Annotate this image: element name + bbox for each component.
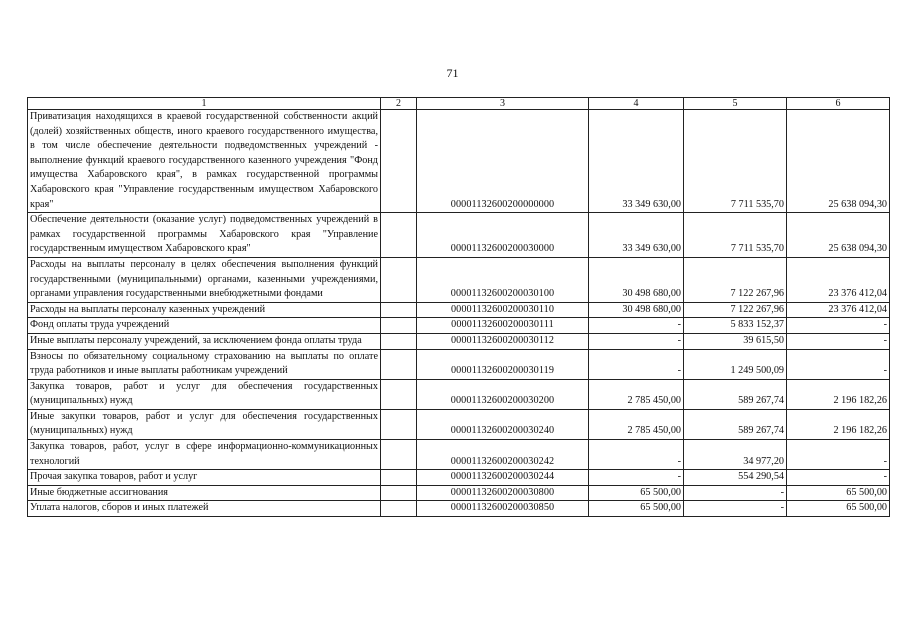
table-row [28, 379, 890, 409]
table-row [28, 213, 890, 258]
row-executed-amount: 39 615,50 [684, 333, 787, 349]
row-code: 00001132600200030800 [417, 485, 589, 501]
row-remaining-amount: 65 500,00 [787, 485, 890, 501]
column-header: 6 [787, 98, 890, 110]
row-remaining-amount: - [787, 333, 890, 349]
table-row [28, 110, 890, 213]
row-executed-amount: 554 290,54 [684, 470, 787, 486]
row-remaining-amount: - [787, 318, 890, 334]
row-code: 00001132600200030850 [417, 501, 589, 517]
row-code: 00001132600200030100 [417, 257, 589, 302]
row-planned-amount: 2 785 450,00 [589, 409, 684, 439]
row-col2 [381, 302, 417, 318]
row-col2 [381, 333, 417, 349]
row-remaining-amount: 23 376 412,04 [787, 302, 890, 318]
row-executed-amount: 5 833 152,37 [684, 318, 787, 334]
row-description: Прочая закупка товаров, работ и услуг [28, 470, 381, 486]
table-row [28, 349, 890, 379]
row-planned-amount: - [589, 470, 684, 486]
row-col2 [381, 379, 417, 409]
row-description: Взносы по обязательному социальному страхованию на выплаты по оплате труда работников и иные выплаты работникам учреждений [28, 349, 381, 379]
row-code: 00001132600200030112 [417, 333, 589, 349]
row-description: Иные выплаты персоналу учреждений, за исключением фонда оплаты труда [28, 333, 381, 349]
row-remaining-amount: - [787, 440, 890, 470]
row-planned-amount: 30 498 680,00 [589, 302, 684, 318]
row-remaining-amount: 2 196 182,26 [787, 409, 890, 439]
row-col2 [381, 440, 417, 470]
row-planned-amount: 33 349 630,00 [589, 110, 684, 213]
row-code: 00001132600200000000 [417, 110, 589, 213]
row-planned-amount: - [589, 318, 684, 334]
row-remaining-amount: - [787, 349, 890, 379]
row-planned-amount: 2 785 450,00 [589, 379, 684, 409]
row-executed-amount: 589 267,74 [684, 379, 787, 409]
table-row [28, 470, 890, 486]
row-col2 [381, 213, 417, 258]
row-remaining-amount: 25 638 094,30 [787, 110, 890, 213]
row-col2 [381, 470, 417, 486]
row-executed-amount: 34 977,20 [684, 440, 787, 470]
row-executed-amount: 1 249 500,09 [684, 349, 787, 379]
row-col2 [381, 318, 417, 334]
table-row [28, 333, 890, 349]
row-col2 [381, 257, 417, 302]
column-header: 2 [381, 98, 417, 110]
table-row [28, 409, 890, 439]
row-planned-amount: 65 500,00 [589, 501, 684, 517]
row-executed-amount: 7 711 535,70 [684, 213, 787, 258]
row-col2 [381, 110, 417, 213]
row-remaining-amount: 2 196 182,26 [787, 379, 890, 409]
row-executed-amount: 7 711 535,70 [684, 110, 787, 213]
table-row [28, 302, 890, 318]
row-code: 00001132600200030200 [417, 379, 589, 409]
row-description: Иные бюджетные ассигнования [28, 485, 381, 501]
table-row [28, 318, 890, 334]
row-planned-amount: - [589, 349, 684, 379]
table-row [28, 440, 890, 470]
row-description: Расходы на выплаты персоналу казенных учреждений [28, 302, 381, 318]
row-code: 00001132600200030110 [417, 302, 589, 318]
row-executed-amount: - [684, 485, 787, 501]
budget-table [27, 97, 890, 517]
row-col2 [381, 485, 417, 501]
row-description: Фонд оплаты труда учреждений [28, 318, 381, 334]
row-remaining-amount: - [787, 470, 890, 486]
column-header: 3 [417, 98, 589, 110]
row-executed-amount: 7 122 267,96 [684, 257, 787, 302]
row-description: Приватизация находящихся в краевой государственной собственности акций (долей) хозяйственных обществ, иного краевого государственного имущества, в том числе обеспечение деятельности подведомственных учреждений - выполнение функций краевого государственного казенного учреждения "Фонд имущества Хабаровского края", в рамках государственной программы Хабаровского края "Управление государственным имуществом Хабаровского края" [28, 110, 381, 213]
row-description: Иные закупки товаров, работ и услуг для обеспечения государственных (муниципальных) нужд [28, 409, 381, 439]
row-code: 00001132600200030111 [417, 318, 589, 334]
row-description: Закупка товаров, работ, услуг в сфере информационно-коммуникационных технологий [28, 440, 381, 470]
row-planned-amount: 65 500,00 [589, 485, 684, 501]
row-remaining-amount: 23 376 412,04 [787, 257, 890, 302]
row-description: Закупка товаров, работ и услуг для обеспечения государственных (муниципальных) нужд [28, 379, 381, 409]
row-executed-amount: - [684, 501, 787, 517]
row-description: Уплата налогов, сборов и иных платежей [28, 501, 381, 517]
row-col2 [381, 409, 417, 439]
row-planned-amount: 30 498 680,00 [589, 257, 684, 302]
column-header: 5 [684, 98, 787, 110]
column-header: 4 [589, 98, 684, 110]
table-row [28, 485, 890, 501]
row-planned-amount: - [589, 440, 684, 470]
row-description: Расходы на выплаты персоналу в целях обеспечения выполнения функций государственными (муниципальными) органами, казенными учреждениями, органами управления государственными внебюджетными фондами [28, 257, 381, 302]
page-number: 71 [446, 66, 459, 80]
row-remaining-amount: 25 638 094,30 [787, 213, 890, 258]
column-number-row [28, 98, 890, 110]
row-col2 [381, 349, 417, 379]
row-code: 00001132600200030119 [417, 349, 589, 379]
row-planned-amount: - [589, 333, 684, 349]
row-code: 00001132600200030000 [417, 213, 589, 258]
row-col2 [381, 501, 417, 517]
row-code: 00001132600200030242 [417, 440, 589, 470]
row-remaining-amount: 65 500,00 [787, 501, 890, 517]
row-executed-amount: 589 267,74 [684, 409, 787, 439]
row-executed-amount: 7 122 267,96 [684, 302, 787, 318]
row-code: 00001132600200030240 [417, 409, 589, 439]
row-code: 00001132600200030244 [417, 470, 589, 486]
row-description: Обеспечение деятельности (оказание услуг) подведомственных учреждений в рамках государственной программы Хабаровского края "Управление государственным имуществом Хабаровского края" [28, 213, 381, 258]
table-row [28, 257, 890, 302]
column-header: 1 [28, 98, 381, 110]
table-row [28, 501, 890, 517]
row-planned-amount: 33 349 630,00 [589, 213, 684, 258]
